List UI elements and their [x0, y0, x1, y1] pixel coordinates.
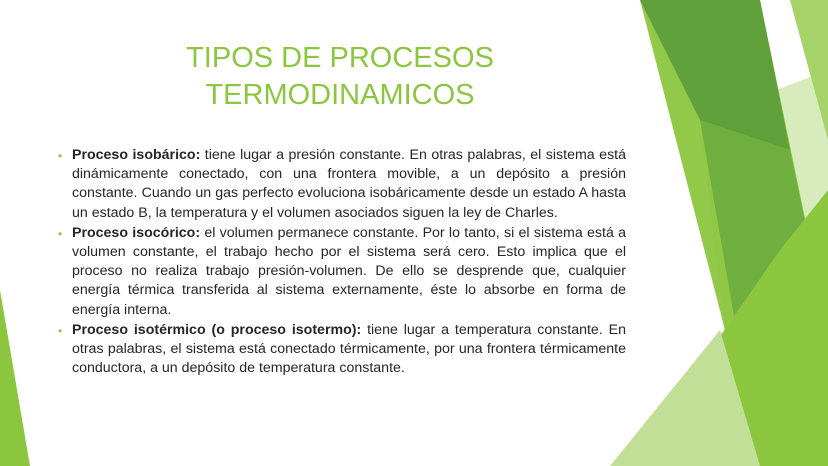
left-edge-triangle	[0, 290, 30, 466]
bullet-list	[58, 146, 626, 379]
bullet-icon: •	[58, 149, 63, 163]
item-text: tiene lugar a temperatura constante. En otras palabras, el sistema está conectado térmicamente, por una frontera térmicamente conductora, a un depósito de temperatura constante.	[72, 321, 626, 377]
bullet-icon: •	[58, 323, 63, 338]
list-item	[58, 224, 626, 320]
title-line-2: TERMODINAMICOS	[205, 79, 475, 111]
item-term: Proceso isocórico:	[72, 224, 201, 241]
title-line-1: TIPOS DE PROCESOS	[186, 42, 494, 74]
list-item	[58, 321, 626, 379]
item-term: Proceso isotérmico (o proceso isotermo):	[72, 321, 362, 338]
item-text: tiene lugar a presión constante. En otras palabras, el sistema está dinámicamente conectado, con una frontera movible, a un depósito a presión constante. Cuando un gas perfecto evoluciona isobáricamente desde un estado A hasta un estado B, la temperatura y el volumen asociados siguen la ley de Charles.	[72, 147, 626, 221]
list-item	[58, 146, 626, 223]
item-term: Proceso isobárico:	[72, 147, 201, 163]
item-text: el volumen permanece constante. Por lo tanto, si el sistema está a volumen constante, el trabajo hecho por el sistema será cero. Esto implica que el proceso no realiza trabajo presión-volumen. De ello se desprende que, cualquier energía térmica transferida al sistema externamente, éste lo absorbe en forma de energía interna.	[72, 224, 627, 318]
slide-title	[120, 40, 560, 114]
bullet-icon: •	[58, 226, 63, 241]
